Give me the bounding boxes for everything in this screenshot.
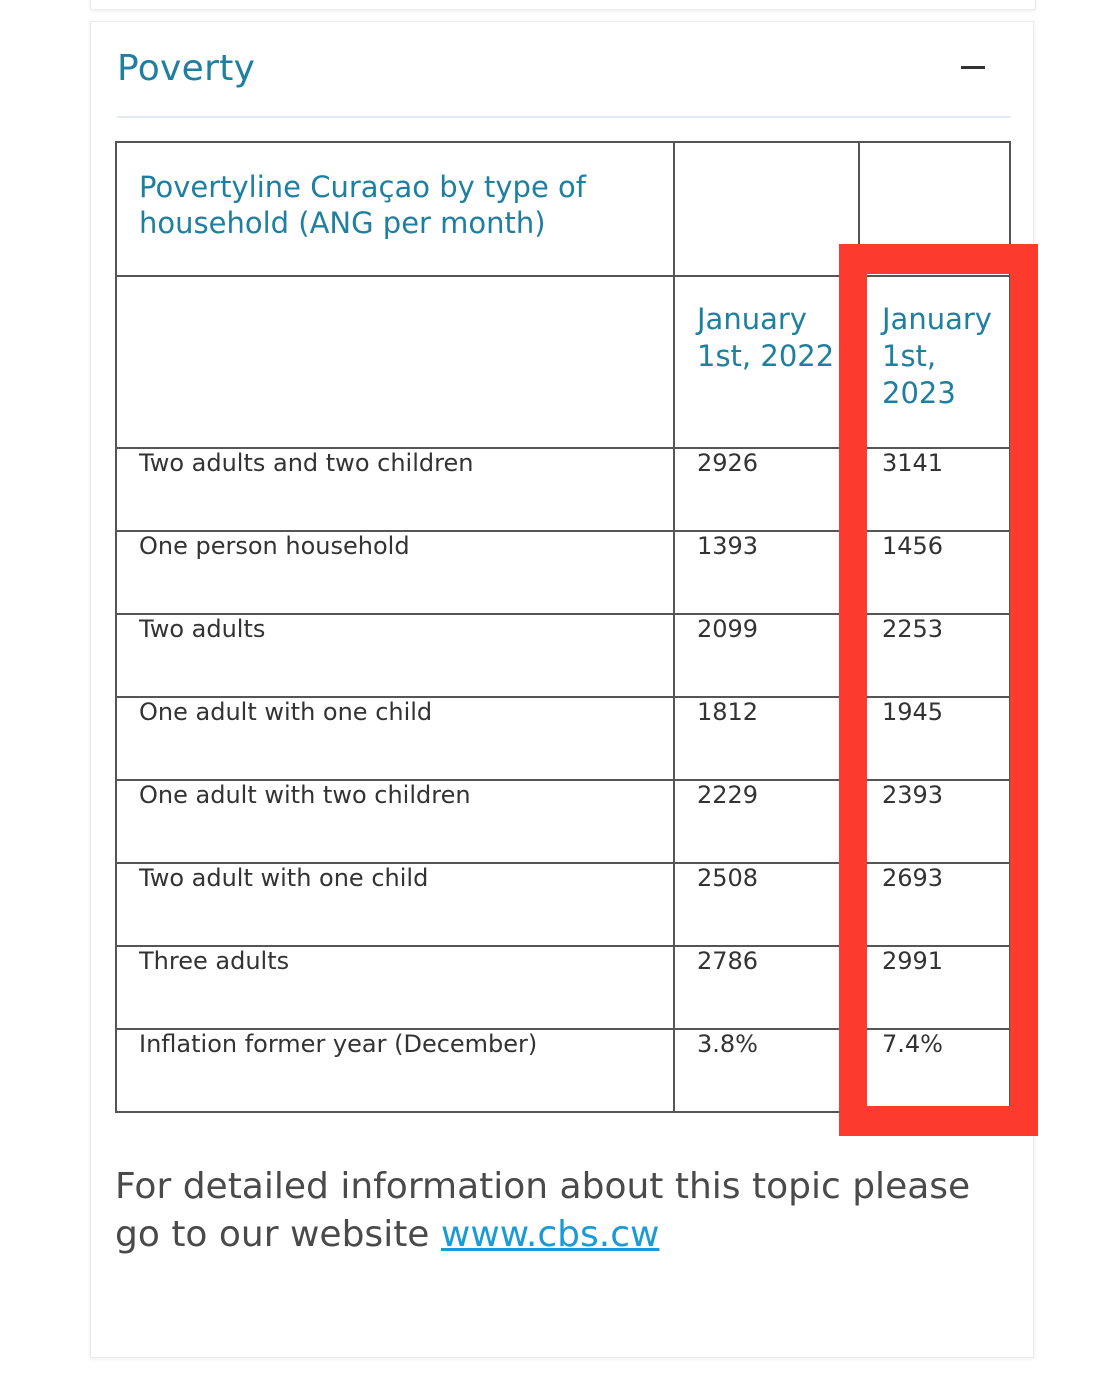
value-2022: 2099 [674,614,859,697]
table-row [116,946,1010,1029]
table-row [116,614,1010,697]
empty-header-cell [859,142,1010,276]
poverty-table [115,141,1011,1113]
row-label: One adult with two children [116,780,674,863]
value-2023: 1456 [859,531,1010,614]
table-row [116,531,1010,614]
table-caption: Povertyline Curaçao by type of household (ANG per month) [139,170,586,240]
value-2023: 2393 [859,780,1010,863]
value-2023: 3141 [859,448,1010,531]
row-label: Inflation former year (December) [116,1029,674,1112]
value-2022: 3.8% [674,1029,859,1112]
row-label: Two adults and two children [116,448,674,531]
value-2022: 2786 [674,946,859,1029]
table-row [116,1029,1010,1112]
value-2022: 1393 [674,531,859,614]
value-2023: 2253 [859,614,1010,697]
poverty-header[interactable] [117,22,1011,118]
table-caption-cell [116,142,674,276]
value-2023: 2693 [859,863,1010,946]
value-2023: 7.4% [859,1029,1010,1112]
value-2022: 2508 [674,863,859,946]
footer-note [115,1163,1015,1259]
column-header-2023: January 1st, 2023 [859,276,1010,448]
row-label: One adult with one child [116,697,674,780]
table-row [116,863,1010,946]
row-label: One person household [116,531,674,614]
table-row [116,448,1010,531]
table-header-row [116,276,1010,448]
column-header-2022: January 1st, 2022 [674,276,859,448]
row-label: Three adults [116,946,674,1029]
value-2022: 2926 [674,448,859,531]
table-row [116,780,1010,863]
empty-header-cell [674,142,859,276]
website-link[interactable]: www.cbs.cw [440,1214,660,1255]
table-caption-row [116,142,1010,276]
table-row [116,697,1010,780]
row-label: Two adult with one child [116,863,674,946]
value-2023: 1945 [859,697,1010,780]
minus-icon[interactable] [961,52,987,78]
previous-card [90,0,1036,10]
value-2022: 2229 [674,780,859,863]
footer-text: For detailed information about this topic please go to our website [115,1166,971,1255]
value-2022: 1812 [674,697,859,780]
section-title: Poverty [117,48,256,89]
row-label: Two adults [116,614,674,697]
empty-header-cell [116,276,674,448]
value-2023: 2991 [859,946,1010,1029]
